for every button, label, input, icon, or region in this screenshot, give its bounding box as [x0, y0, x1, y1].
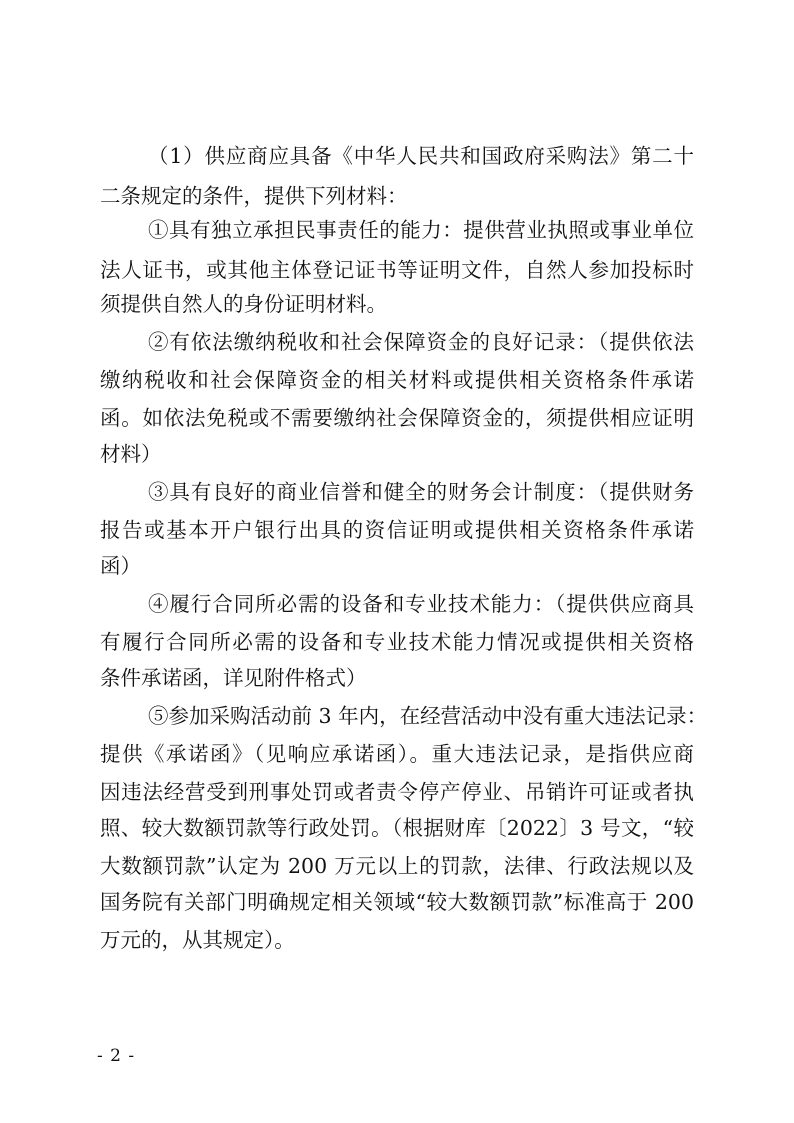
paragraph-6-line-2: 提供《承诺函》（见响应承诺函）。重大违法记录，是指供应商	[100, 742, 694, 766]
page-number: - 2 -	[97, 1046, 136, 1066]
paragraph-3-line-3: 函。如依法免税或不需要缴纳社会保障资金的，须提供相应证明	[100, 406, 694, 430]
paragraph-2-line-1: ①具有独立承担民事责任的能力：提供营业执照或事业单位	[148, 218, 694, 242]
paragraph-4-line-1: ③具有良好的商业信誉和健全的财务会计制度：（提供财务	[148, 480, 694, 504]
paragraph-3-line-1: ②有依法缴纳税收和社会保障资金的良好记录：（提供依法	[148, 330, 694, 354]
paragraph-5-line-1: ④履行合同所必需的设备和专业技术能力：（提供供应商具	[148, 592, 694, 616]
paragraph-5-line-3: 条件承诺函，详见附件格式）	[100, 666, 367, 690]
paragraph-4-line-2: 报告或基本开户银行出具的资信证明或提供相关资格条件承诺	[100, 518, 694, 542]
paragraph-6-line-7: 万元的，从其规定）。	[100, 928, 295, 952]
paragraph-2-line-3: 须提供自然人的身份证明材料。	[100, 292, 387, 316]
paragraph-1-line-2: 二条规定的条件，提供下列材料：	[100, 184, 408, 208]
paragraph-2-line-2: 法人证书，或其他主体登记证书等证明文件，自然人参加投标时	[100, 258, 694, 282]
paragraph-6-line-4: 照、较大数额罚款等行政处罚。（根据财库〔2022〕3 号文，“较	[100, 816, 694, 840]
paragraph-6-line-1: ⑤参加采购活动前 3 年内，在经营活动中没有重大违法记录：	[148, 704, 708, 728]
paragraph-5-line-2: 有履行合同所必需的设备和专业技术能力情况或提供相关资格	[100, 630, 694, 654]
paragraph-6-line-5: 大数额罚款”认定为 200 万元以上的罚款，法律、行政法规以及	[100, 854, 694, 878]
paragraph-4-line-3: 函）	[100, 554, 141, 578]
paragraph-3-line-2: 缴纳税收和社会保障资金的相关材料或提供相关资格条件承诺	[100, 368, 694, 392]
paragraph-3-line-4: 材料）	[100, 442, 162, 466]
paragraph-1-line-1: （1）供应商应具备《中华人民共和国政府采购法》第二十	[148, 144, 694, 168]
paragraph-6-line-6: 国务院有关部门明确规定相关领域“较大数额罚款”标准高于 200	[100, 890, 694, 914]
paragraph-6-line-3: 因违法经营受到刑事处罚或者责令停产停业、吊销许可证或者执	[100, 780, 694, 804]
